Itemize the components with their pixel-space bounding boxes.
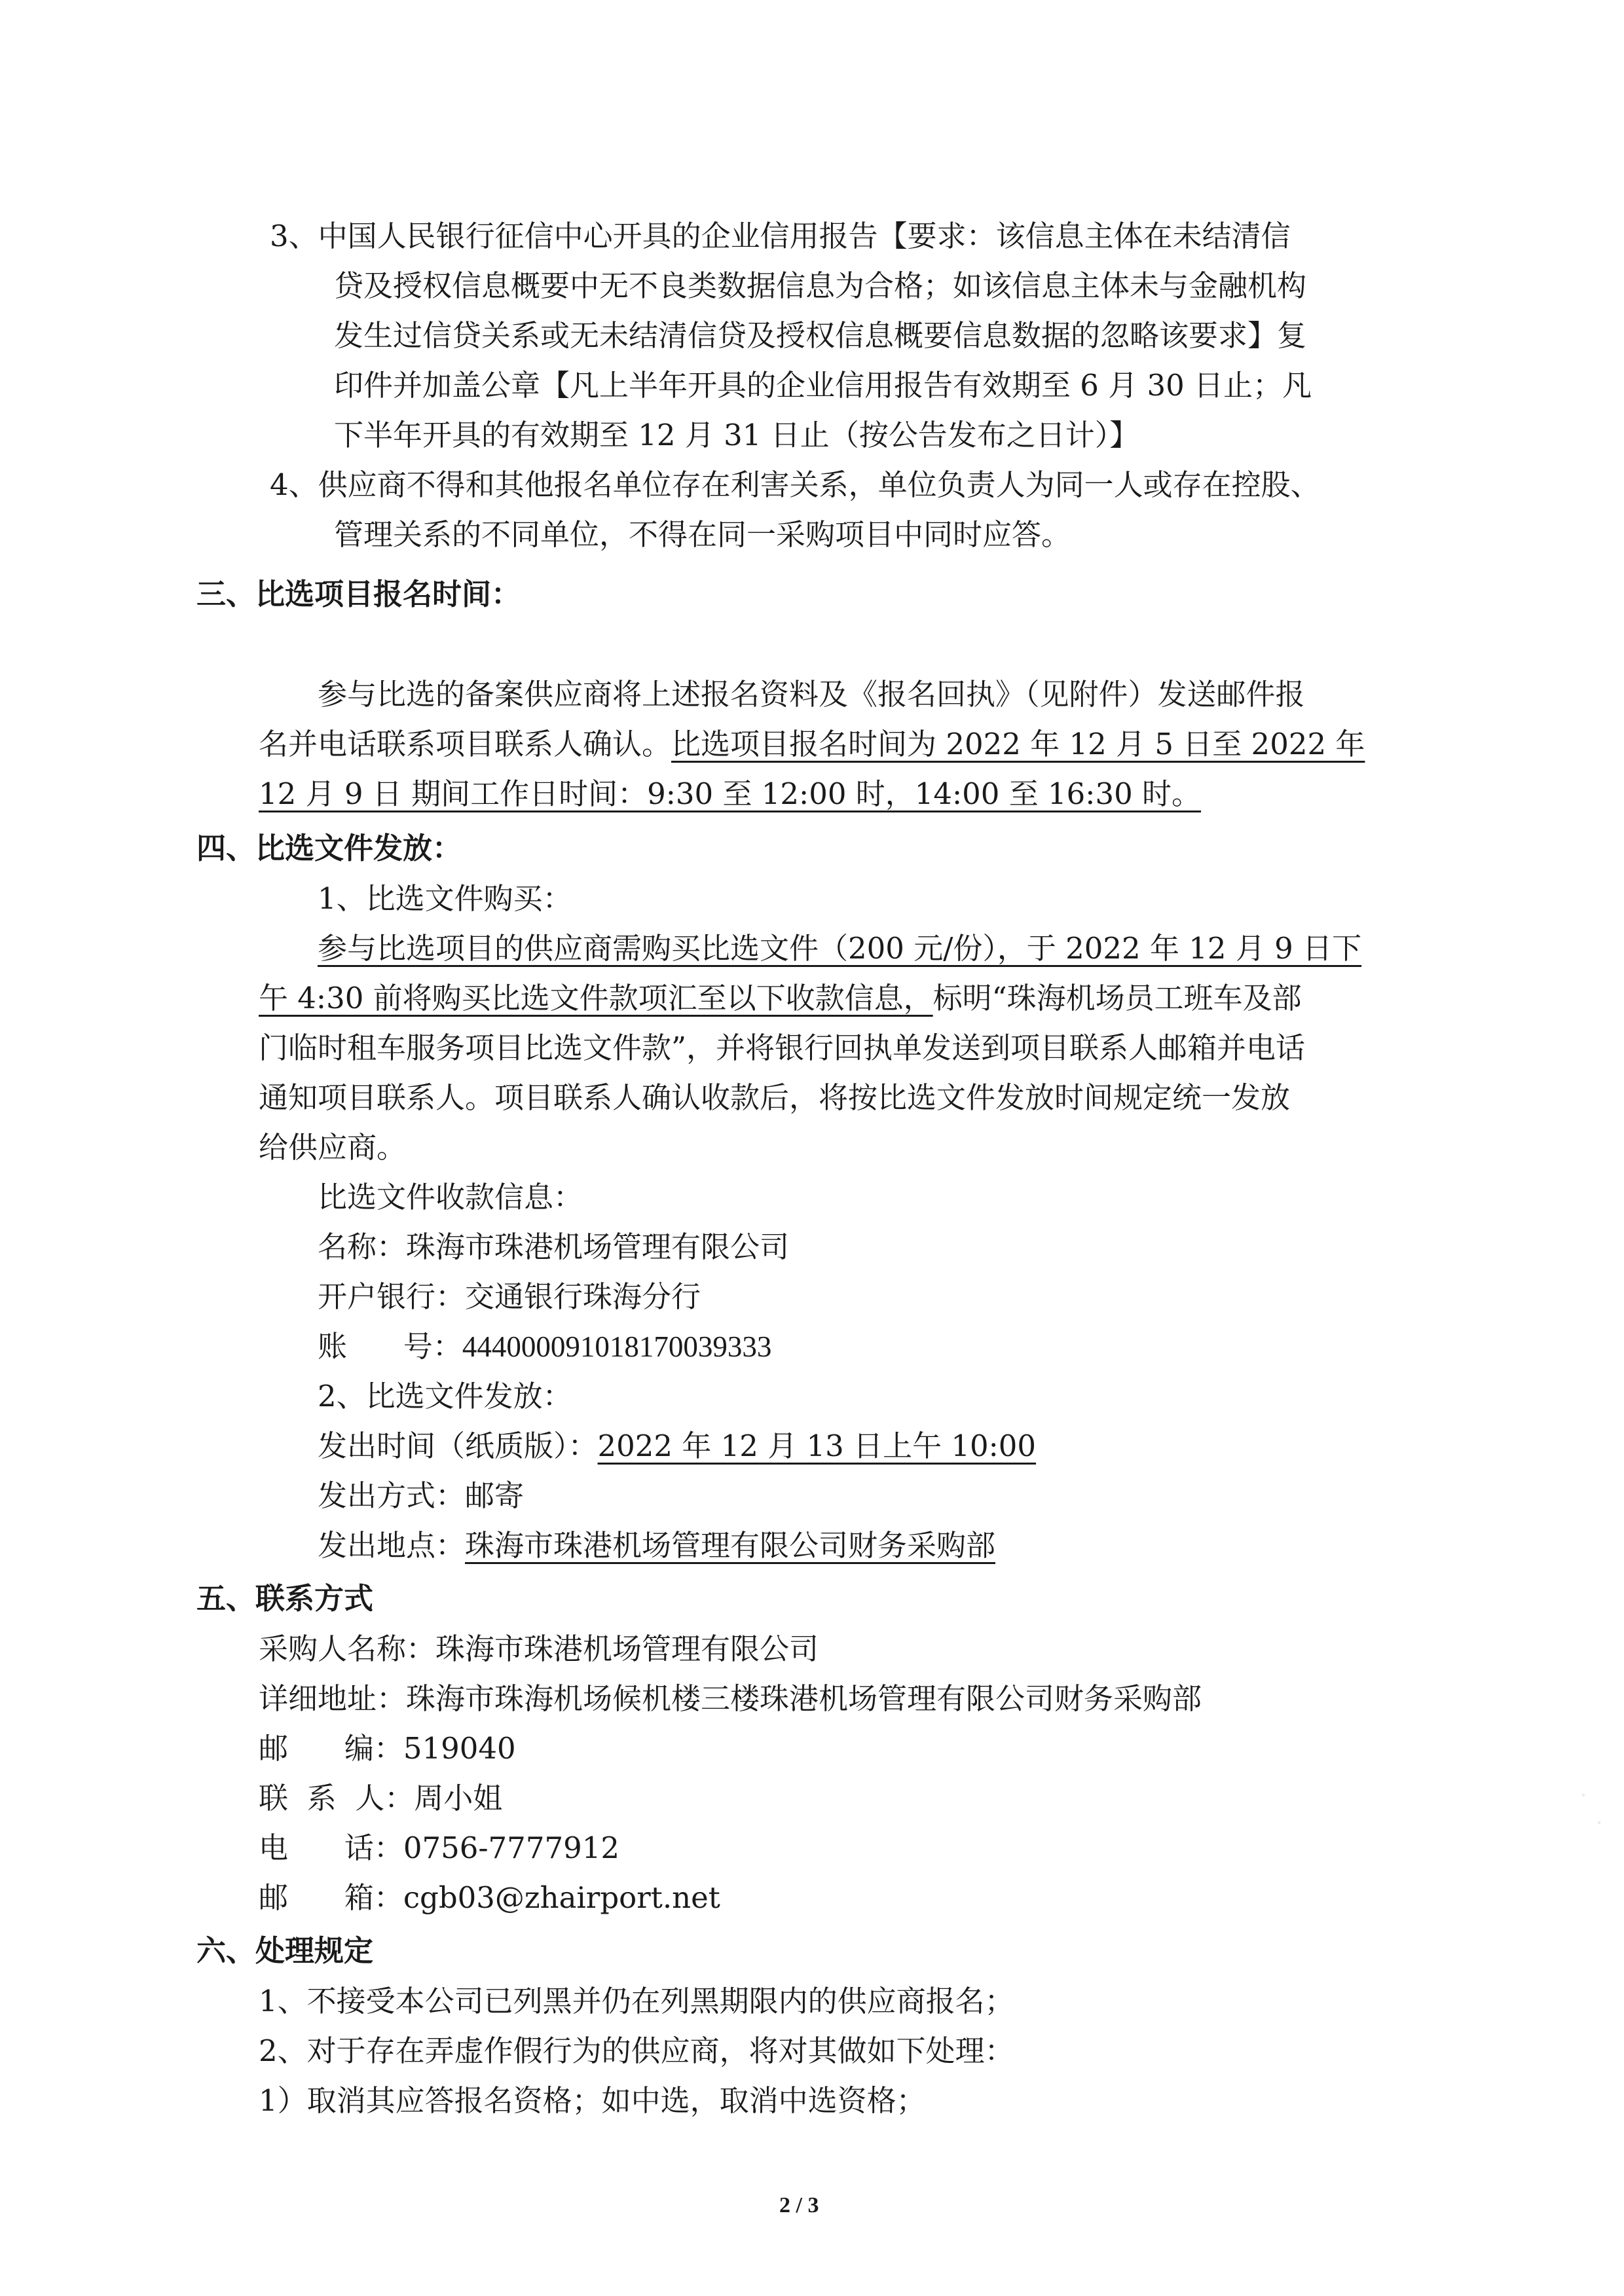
p3-line-2: 贷及授权信息概要中无不良类数据信息为合格；如该信息主体未与金融机构 <box>334 268 1307 303</box>
page-number: 2 / 3 <box>779 2193 819 2217</box>
payment-account-number: 444000091018170039333 <box>462 1330 772 1363</box>
issue-place <box>318 1527 995 1564</box>
section-3-title: 三、比选项目报名时间： <box>196 577 521 611</box>
s6-line-2: 2、对于存在弄虚作假行为的供应商，将对其做如下处理： <box>259 2033 1014 2068</box>
payment-name: 名称：珠海市珠港机场管理有限公司 <box>318 1230 790 1264</box>
p4-line-2: 管理关系的不同单位，不得在同一采购项目中同时应答。 <box>334 517 1071 552</box>
s4-sub-1: 1、比选文件购买： <box>318 881 572 916</box>
p3-line-3: 发生过信贷关系或无未结清信贷及授权信息概要信息数据的忽略该要求】复 <box>334 318 1307 353</box>
payment-account-label: 账 号： <box>318 1329 462 1364</box>
s3-line-1: 参与比选的备案供应商将上述报名资料及《报名回执》（见附件）发送邮件报 <box>318 677 1305 712</box>
issue-time-value: 2022 年 12 月 13 日上午 10:00 <box>597 1429 1037 1463</box>
issue-time <box>318 1428 1036 1465</box>
p3-line-4: 印件并加盖公章【凡上半年开具的企业信用报告有效期至 6 月 30 日止；凡 <box>334 368 1312 403</box>
s3-line-2 <box>259 726 1365 763</box>
s3-line-3: 12 月 9 日 期间工作日时间：9:30 至 12:00 时，14:00 至 16:30 时。 <box>259 776 1202 811</box>
s3-line-2a: 名并电话联系项目联系人确认。 <box>259 727 672 761</box>
s6-line-1: 1、不接受本公司已列黑并仍在列黑期限内的供应商报名； <box>259 1984 1014 2018</box>
buyer-name: 采购人名称：珠海市珠港机场管理有限公司 <box>259 1631 819 1666</box>
s4-line-2 <box>259 980 1302 1017</box>
buyer-email: 邮 箱：cgb03@zhairport.net <box>259 1880 720 1915</box>
buyer-address: 详细地址：珠海市珠海机场候机楼三楼珠港机场管理有限公司财务采购部 <box>259 1681 1202 1716</box>
s4-line-4: 通知项目联系人。项目联系人确认收款后，将按比选文件发放时间规定统一发放 <box>259 1080 1291 1115</box>
issue-place-label: 发出地点： <box>318 1528 466 1563</box>
s4-line-3: 门临时租车服务项目比选文件款”，并将银行回执单发送到项目联系人邮箱并电话 <box>259 1030 1306 1065</box>
s4-sub-2: 2、比选文件发放： <box>318 1379 572 1413</box>
buyer-phone: 电 话：0756-7777912 <box>259 1831 619 1865</box>
p4-line-1: 4、供应商不得和其他报名单位存在利害关系，单位负责人为同一人或存在控股、 <box>270 467 1320 502</box>
s4-line-5: 给供应商。 <box>259 1130 407 1165</box>
s6-line-3: 1）取消其应答报名资格；如中选，取消中选资格； <box>259 2083 926 2118</box>
issue-time-label: 发出时间（纸质版）： <box>318 1429 598 1463</box>
payment-bank: 开户银行：交通银行珠海分行 <box>318 1279 701 1314</box>
buyer-contact: 联 系 人：周小姐 <box>259 1781 503 1815</box>
section-4-title: 四、比选文件发放： <box>196 831 462 866</box>
section-5-title: 五、联系方式 <box>196 1581 374 1616</box>
section-6-title: 六、处理规定 <box>196 1933 374 1968</box>
issue-place-value: 珠海市珠港机场管理有限公司财务采购部 <box>465 1528 996 1563</box>
issue-method: 发出方式：邮寄 <box>318 1478 525 1513</box>
s3-line-2b: 比选项目报名时间为 2022 年 12 月 5 日至 2022 年 <box>671 727 1365 761</box>
scan-artifact <box>1572 1768 1611 1859</box>
buyer-zip: 邮 编：519040 <box>259 1731 516 1766</box>
payment-account <box>318 1328 771 1365</box>
p3-line-5: 下半年开具的有效期至 12 月 31 日止（按公告发布之日计）】 <box>334 418 1139 452</box>
s4-line-1: 参与比选项目的供应商需购买比选文件（200 元/份），于 2022 年 12 月 9 日下 <box>318 931 1362 966</box>
payment-info-title: 比选文件收款信息： <box>318 1180 583 1214</box>
s4-line-2b: 标明“珠海机场员工班车及部 <box>932 981 1302 1015</box>
p3-line-1: 3、中国人民银行征信中心开具的企业信用报告【要求：该信息主体在未结清信 <box>270 219 1291 253</box>
s4-line-2a: 午 4:30 前将购买比选文件款项汇至以下收款信息， <box>259 981 933 1015</box>
